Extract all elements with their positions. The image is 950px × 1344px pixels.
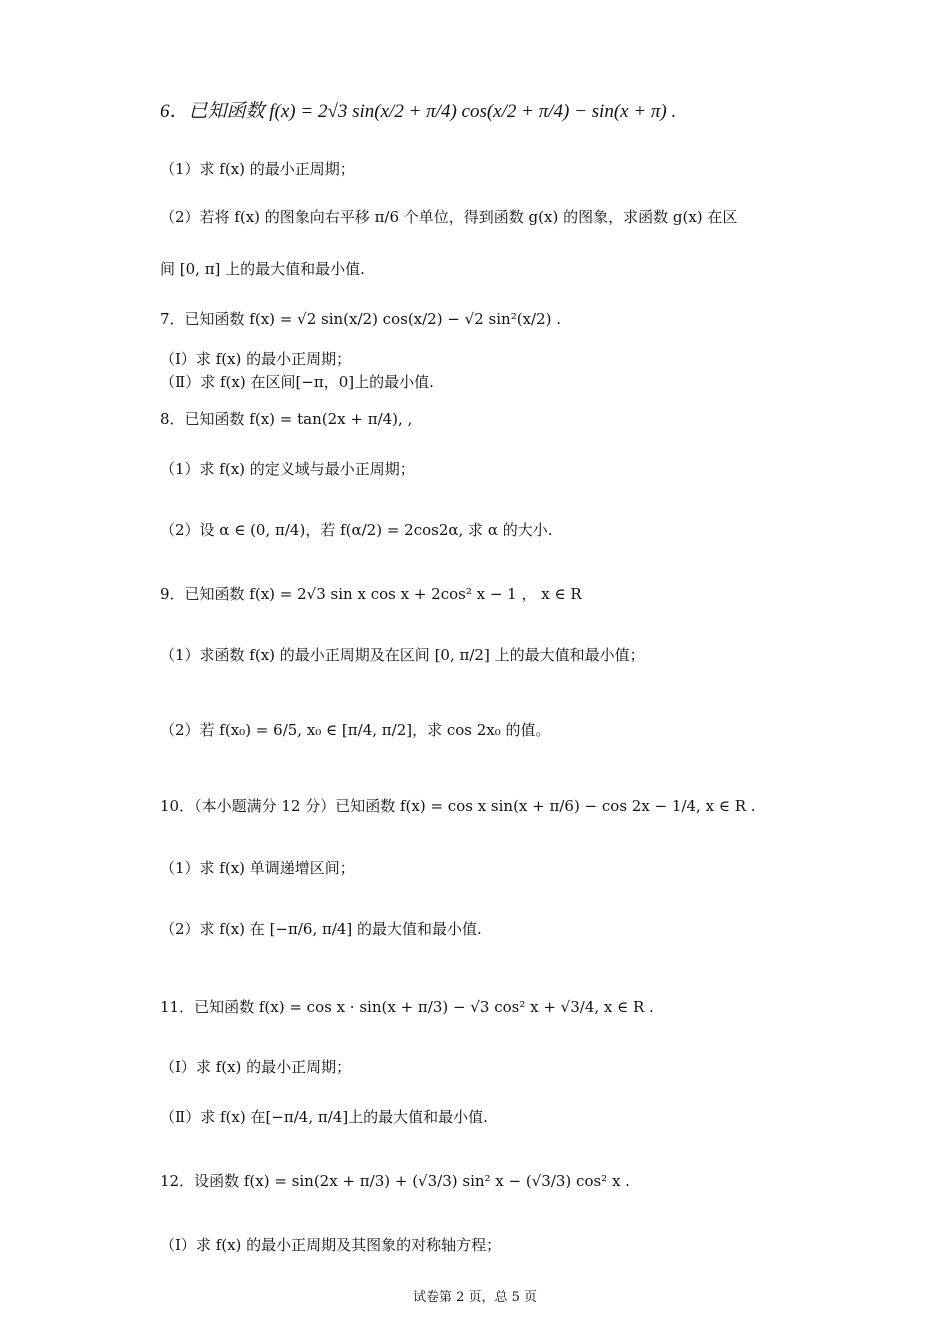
question-8-part-1: （1）求 f(x) 的定义域与最小正周期； xyxy=(160,460,415,478)
question-6: 6．已知函数 f(x) = 2√3 sin(x/2 + π/4) cos(x/2 + π/4) − sin(x + π) . xyxy=(160,101,677,122)
question-6-part-2-cont: 间 [0, π] 上的最大值和最小值. xyxy=(160,260,365,278)
question-6-part-2: （2）若将 f(x) 的图象向右平移 π/6 个单位，得到函数 g(x) 的图象，求函数 g(x) 在区 xyxy=(160,208,738,226)
question-10: 10．（本小题满分 12 分）已知函数 f(x) = cos x sin(x + π/6) − cos 2x − 1/4, x ∈ R . xyxy=(160,797,756,815)
question-11-part-1: （Ⅰ）求 f(x) 的最小正周期； xyxy=(160,1058,352,1076)
question-9-part-2: （2）若 f(x₀) = 6/5, x₀ ∈ [π/4, π/2]，求 cos 2x₀ 的值。 xyxy=(160,721,551,739)
question-7-part-2: （Ⅱ）求 f(x) 在区间[−π，0]上的最小值. xyxy=(160,373,434,391)
page-footer: 试卷第 2 页，总 5 页 xyxy=(412,1290,538,1305)
question-7: 7．已知函数 f(x) = √2 sin(x/2) cos(x/2) − √2 sin²(x/2) . xyxy=(160,310,562,328)
question-7-part-1: （Ⅰ）求 f(x) 的最小正周期； xyxy=(160,350,352,368)
question-11-part-2: （Ⅱ）求 f(x) 在[−π/4, π/4]上的最大值和最小值. xyxy=(160,1108,488,1126)
question-9: 9．已知函数 f(x) = 2√3 sin x cos x + 2cos² x − 1 ， x ∈ R xyxy=(160,585,582,603)
question-12-part-1: （I）求 f(x) 的最小正周期及其图象的对称轴方程； xyxy=(160,1236,502,1254)
question-8: 8．已知函数 f(x) = tan(2x + π/4), , xyxy=(160,410,413,428)
question-11: 11．已知函数 f(x) = cos x · sin(x + π/3) − √3 cos² x + √3/4, x ∈ R . xyxy=(160,998,654,1016)
question-10-part-2: （2）求 f(x) 在 [−π/6, π/4] 的最大值和最小值. xyxy=(160,920,482,938)
question-10-part-1: （1）求 f(x) 单调递增区间； xyxy=(160,859,355,877)
question-8-part-2: （2）设 α ∈ (0, π/4)，若 f(α/2) = 2cos2α, 求 α 的大小. xyxy=(160,521,553,539)
question-9-part-1: （1）求函数 f(x) 的最小正周期及在区间 [0, π/2] 上的最大值和最小值； xyxy=(160,646,645,664)
question-12: 12．设函数 f(x) = sin(2x + π/3) + (√3/3) sin² x − (√3/3) cos² x . xyxy=(160,1172,630,1190)
question-6-part-1: （1）求 f(x) 的最小正周期； xyxy=(160,160,355,178)
